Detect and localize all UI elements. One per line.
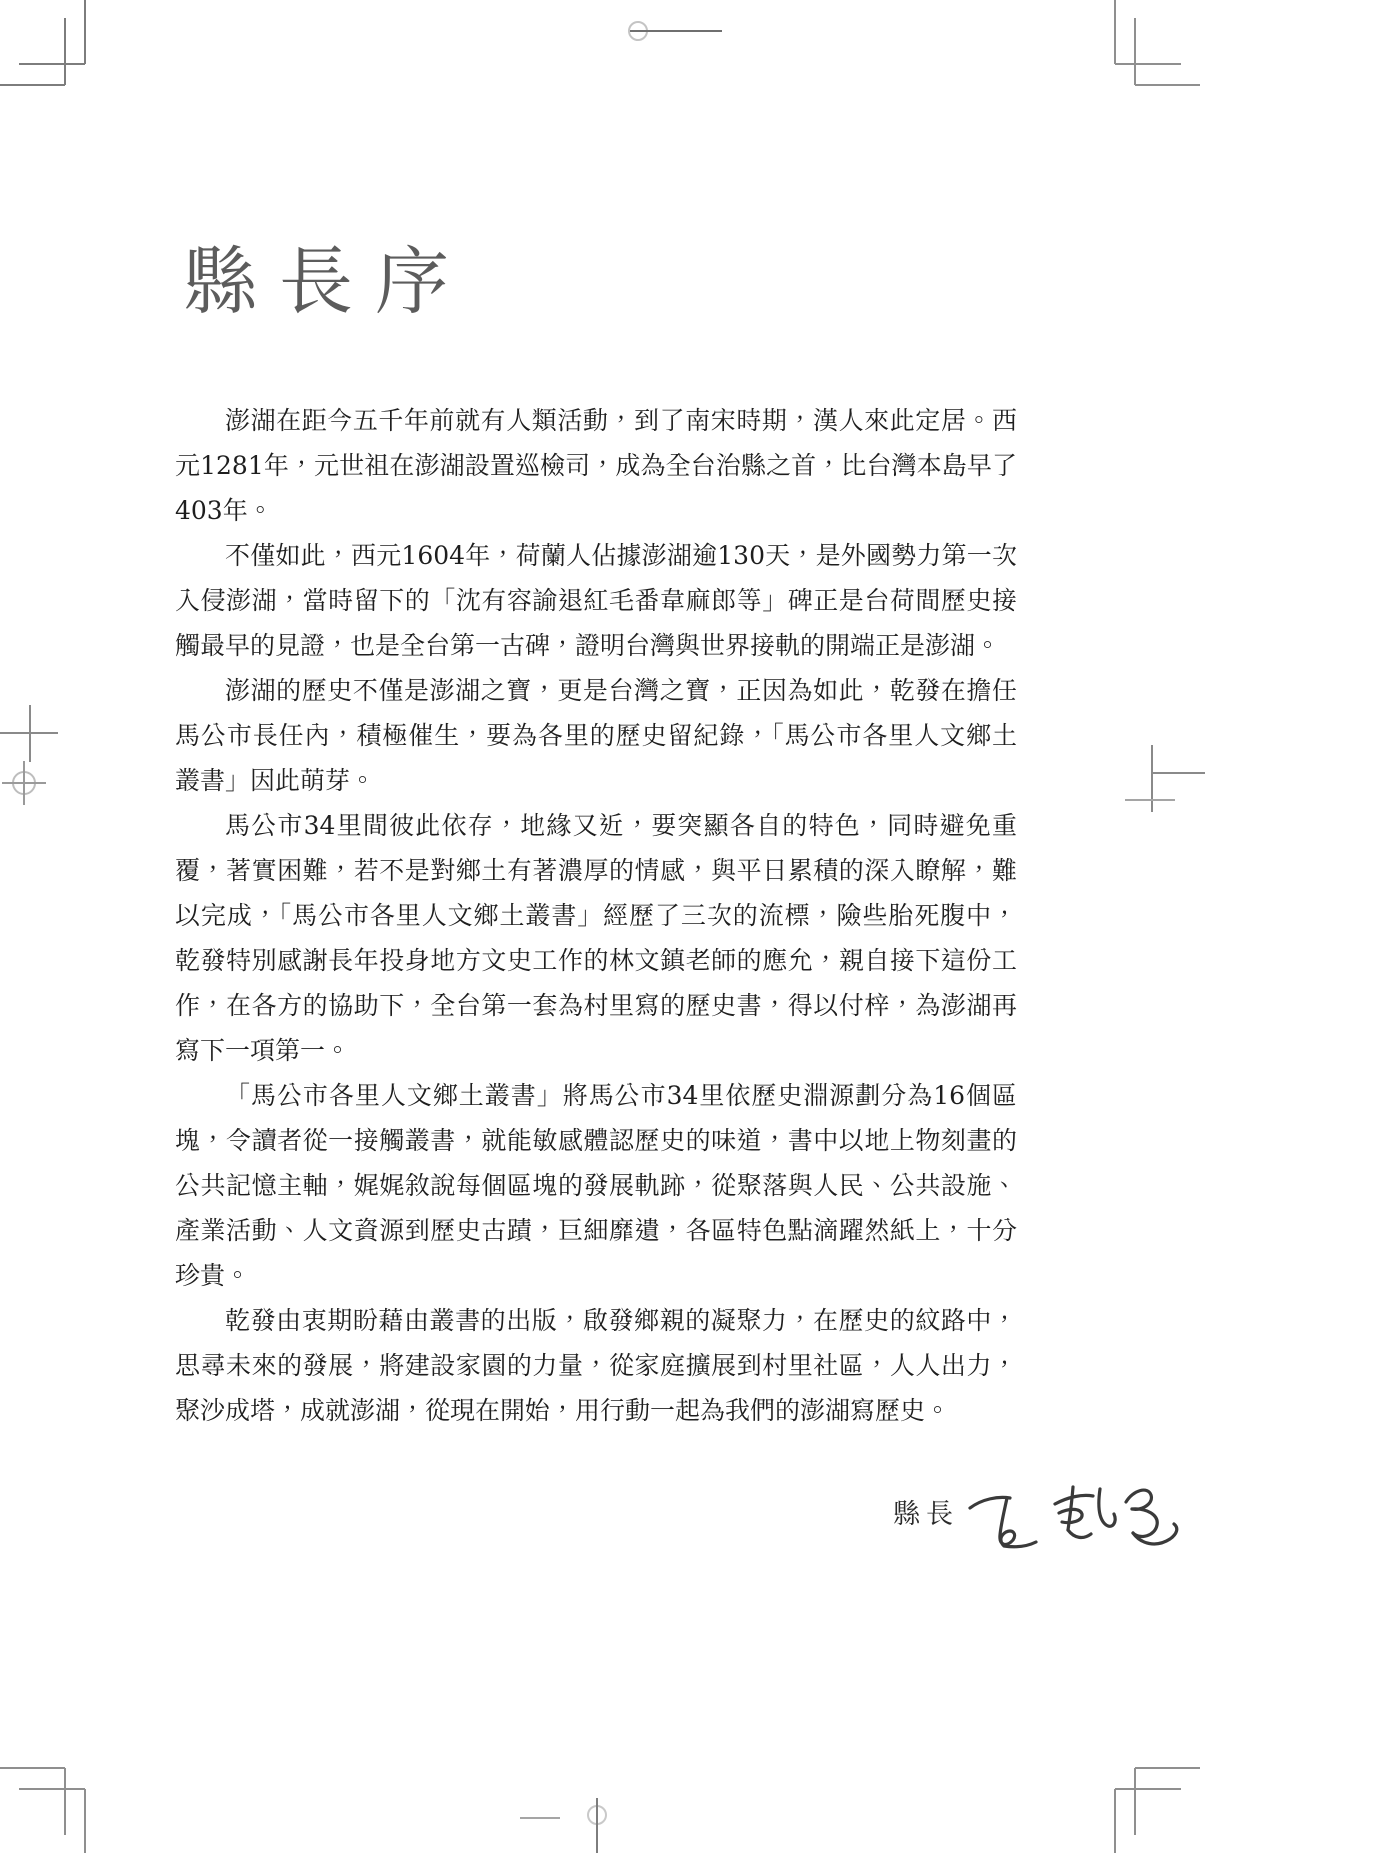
body-line: 觸最早的見證，也是全台第一古碑，證明台灣與世界接軌的開端正是澎湖。 — [175, 631, 1001, 660]
body-line: 乾發特別感謝長年投身地方文史工作的林文鎮老師的應允，親自接下這份工 — [175, 946, 1017, 975]
signature-handwriting-icon — [960, 1478, 1190, 1573]
registration-mark-top-icon — [629, 22, 722, 40]
body-line: 元1281年，元世祖在澎湖設置巡檢司，成為全台治縣之首，比台灣本島早了 — [175, 451, 1017, 480]
crop-mark-top-right — [1115, 0, 1200, 85]
body-line: 「馬公市各里人文鄉土叢書」將馬公市34里依歷史淵源劃分為16個區 — [225, 1081, 1017, 1110]
body-line: 聚沙成塔，成就澎湖，從現在開始，用行動一起為我們的澎湖寫歷史。 — [175, 1396, 951, 1425]
crop-mark-bottom-right — [1115, 1768, 1200, 1853]
signature-block — [0, 1478, 1400, 1588]
preface-body — [175, 398, 1017, 1433]
body-line: 作，在各方的協助下，全台第一套為村里寫的歷史書，得以付梓，為澎湖再 — [175, 991, 1017, 1020]
body-line: 珍貴。 — [175, 1261, 251, 1290]
signature-char-fa — [1126, 1490, 1177, 1544]
registration-mark-bottom-icon — [520, 1798, 606, 1853]
page-title: 縣長序 — [183, 239, 471, 325]
signature-char-qian — [1055, 1487, 1115, 1537]
body-line: 澎湖的歷史不僅是澎湖之寶，更是台灣之寶，正因為如此，乾發在擔任 — [225, 676, 1017, 705]
crop-mark-bottom-left — [0, 1768, 85, 1853]
signature-label: 縣長 — [893, 1499, 959, 1530]
crop-mark-top-left — [0, 0, 85, 85]
body-line: 馬公市34里間彼此依存，地緣又近，要突顯各自的特色，同時避免重 — [225, 811, 1017, 840]
registration-mark-right-icon — [1125, 745, 1205, 812]
body-line: 403年。 — [175, 496, 273, 525]
body-line: 澎湖在距今五千年前就有人類活動，到了南宋時期，漢人來此定居。西 — [225, 406, 1017, 435]
body-line: 思尋未來的發展，將建設家園的力量，從家庭擴展到村里社區，人人出力， — [175, 1351, 1017, 1380]
body-line: 叢書」因此萌芽。 — [175, 766, 376, 795]
body-line: 入侵澎湖，當時留下的「沈有容諭退紅毛番韋麻郎等」碑正是台荷間歷史接 — [175, 586, 1017, 615]
body-line: 產業活動、人文資源到歷史古蹟，巨細靡遺，各區特色點滴躍然紙上，十分 — [175, 1216, 1017, 1245]
registration-mark-left-icon — [0, 705, 58, 805]
body-line: 公共記憶主軸，娓娓敘說每個區塊的發展軌跡，從聚落與人民、公共設施、 — [175, 1171, 1017, 1200]
body-line: 馬公市長任內，積極催生，要為各里的歷史留紀錄，「馬公市各里人文鄉土 — [175, 721, 1017, 750]
body-line: 以完成，「馬公市各里人文鄉土叢書」經歷了三次的流標，險些胎死腹中， — [175, 901, 1017, 930]
body-line: 塊，令讀者從一接觸叢書，就能敏感體認歷史的味道，書中以地上物刻畫的 — [175, 1126, 1017, 1155]
body-line: 乾發由衷期盼藉由叢書的出版，啟發鄉親的凝聚力，在歷史的紋路中， — [225, 1306, 1017, 1335]
body-line: 不僅如此，西元1604年，荷蘭人佔據澎湖逾130天，是外國勢力第一次 — [225, 541, 1017, 570]
body-line: 覆，著實困難，若不是對鄉土有著濃厚的情感，與平日累積的深入瞭解，難 — [175, 856, 1017, 885]
body-line: 寫下一項第一。 — [175, 1036, 351, 1065]
signature-char-wang — [970, 1497, 1036, 1546]
